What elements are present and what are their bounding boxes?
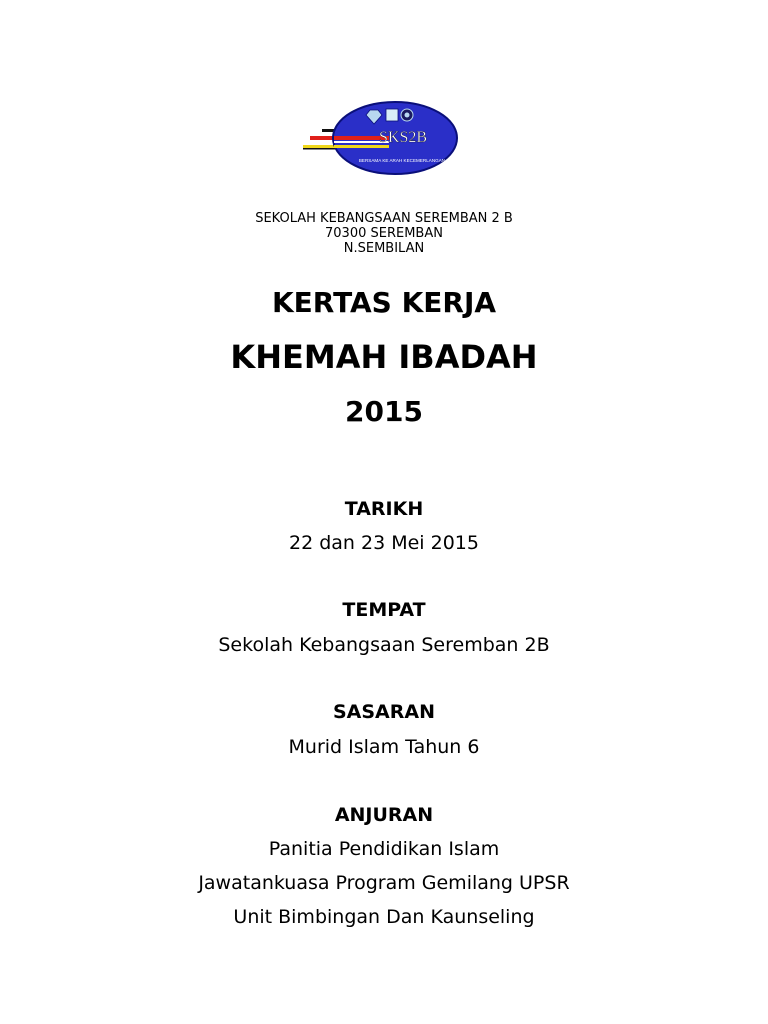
sasaran-value: Murid Islam Tahun 6 [288, 736, 480, 758]
tempat-label: TEMPAT [342, 599, 426, 621]
school-postcode-city: 70300 SEREMBAN [325, 226, 443, 241]
flag-icon [386, 109, 398, 121]
event-title: KHEMAH IBADAH [230, 338, 538, 376]
anjuran-value-3: Unit Bimbingan Dan Kaunseling [233, 906, 535, 928]
event-year: 2015 [345, 395, 423, 428]
anjuran-label: ANJURAN [334, 804, 434, 826]
tarikh-label: TARIKH [344, 498, 424, 520]
tempat-value: Sekolah Kebangsaan Seremban 2B [218, 634, 550, 656]
school-name: SEKOLAH KEBANGSAAN SEREMBAN 2 B [255, 211, 513, 226]
anjuran-value-1: Panitia Pendidikan Islam [268, 838, 500, 860]
globe-icon-core [405, 113, 410, 118]
sasaran-label: SASARAN [332, 701, 435, 723]
logo-tagline: BERSAMA KE ARAH KECEMERLANGAN [358, 158, 446, 163]
document-title: KERTAS KERJA [271, 286, 497, 319]
school-logo [300, 100, 460, 178]
tarikh-value: 22 dan 23 Mei 2015 [289, 532, 479, 554]
logo-text: SKS2B [378, 129, 428, 146]
school-state: N.SEMBILAN [343, 241, 425, 256]
anjuran-value-2: Jawatankuasa Program Gemilang UPSR [198, 872, 570, 894]
